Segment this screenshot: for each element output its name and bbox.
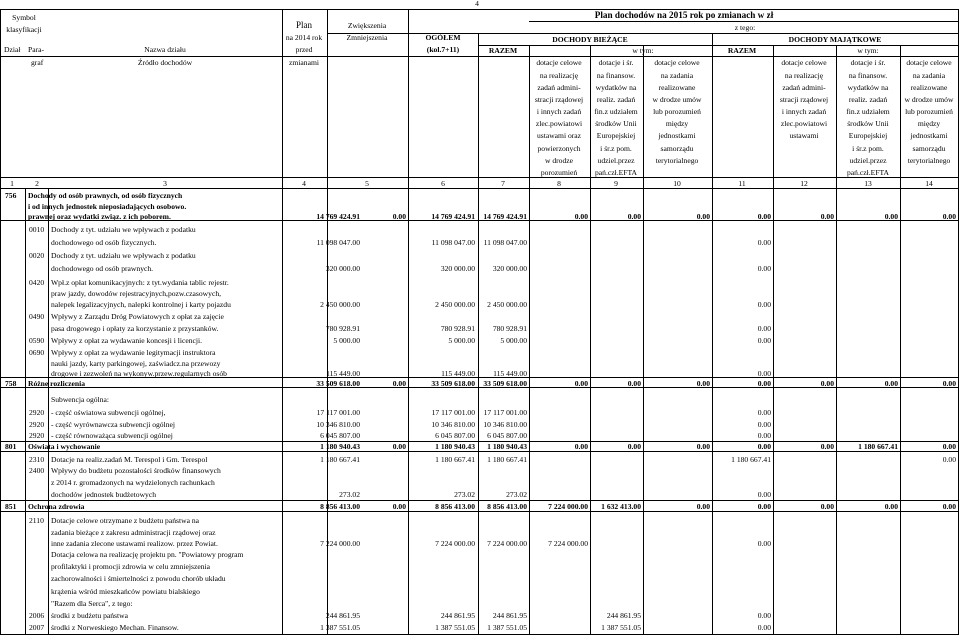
header-plan-3: przed [295, 45, 313, 54]
header-razem-biezace: RAZEM [488, 46, 518, 55]
header-razem-majatkowe: RAZEM [727, 46, 757, 55]
header-klasyfikacji: klasyfikacji [6, 25, 42, 34]
section-name: Ochrona zdrowia [28, 502, 85, 511]
section-name-2: i od innych jednostek nieposiadających osobowo. [28, 202, 187, 211]
header-plan-4: zmianami [289, 58, 319, 67]
header-dzial: Dział [4, 45, 21, 54]
header-nazwa-dzialu: Nazwa działu [144, 45, 186, 54]
section-name-3: prawnej oraz wydatki związ. z ich poborem. [28, 212, 171, 221]
header-graf: graf [31, 58, 44, 67]
header-ogolem: OGÓŁEM [425, 33, 461, 42]
header-symbol: Symbol [12, 13, 36, 22]
section-name: Różne rozliczenia [28, 379, 86, 388]
header-paragraf: Para- [28, 45, 45, 54]
section-name: Oświata i wychowanie [28, 442, 101, 451]
header-zmniejszenia: Zmniejszenia [346, 33, 388, 42]
row-label: Subwencja ogólna: [51, 395, 109, 404]
section-code: 801 [5, 442, 17, 451]
header-plan: Plan [295, 20, 313, 30]
page-title: Plan dochodów na 2015 rok po zmianach w zł [594, 10, 774, 20]
header-zwiekszenia: Zwiększenia [347, 21, 387, 30]
header-dochody-majatkowe: DOCHODY MAJĄTKOWE [788, 35, 882, 44]
section-code: 758 [5, 379, 17, 388]
section-code: 756 [5, 191, 17, 200]
header-ogolem-2: (kol.7+11) [426, 45, 460, 54]
header-dochody-biezace: DOCHODY BIEŻĄCE [552, 35, 628, 44]
section-code: 851 [5, 502, 17, 511]
page-number: 4 [475, 0, 479, 8]
section-name-1: Dochody od osób prawnych, od osób fizycznych [28, 191, 183, 200]
header-w-tym-biezace: w tym: [632, 46, 654, 55]
header-zrodlo: Źródło dochodów [137, 58, 193, 67]
header-z-tego: z tego: [734, 23, 756, 32]
header-w-tym-majatkowe: w tym: [857, 46, 879, 55]
header-plan-2: na 2014 rok [285, 33, 323, 42]
